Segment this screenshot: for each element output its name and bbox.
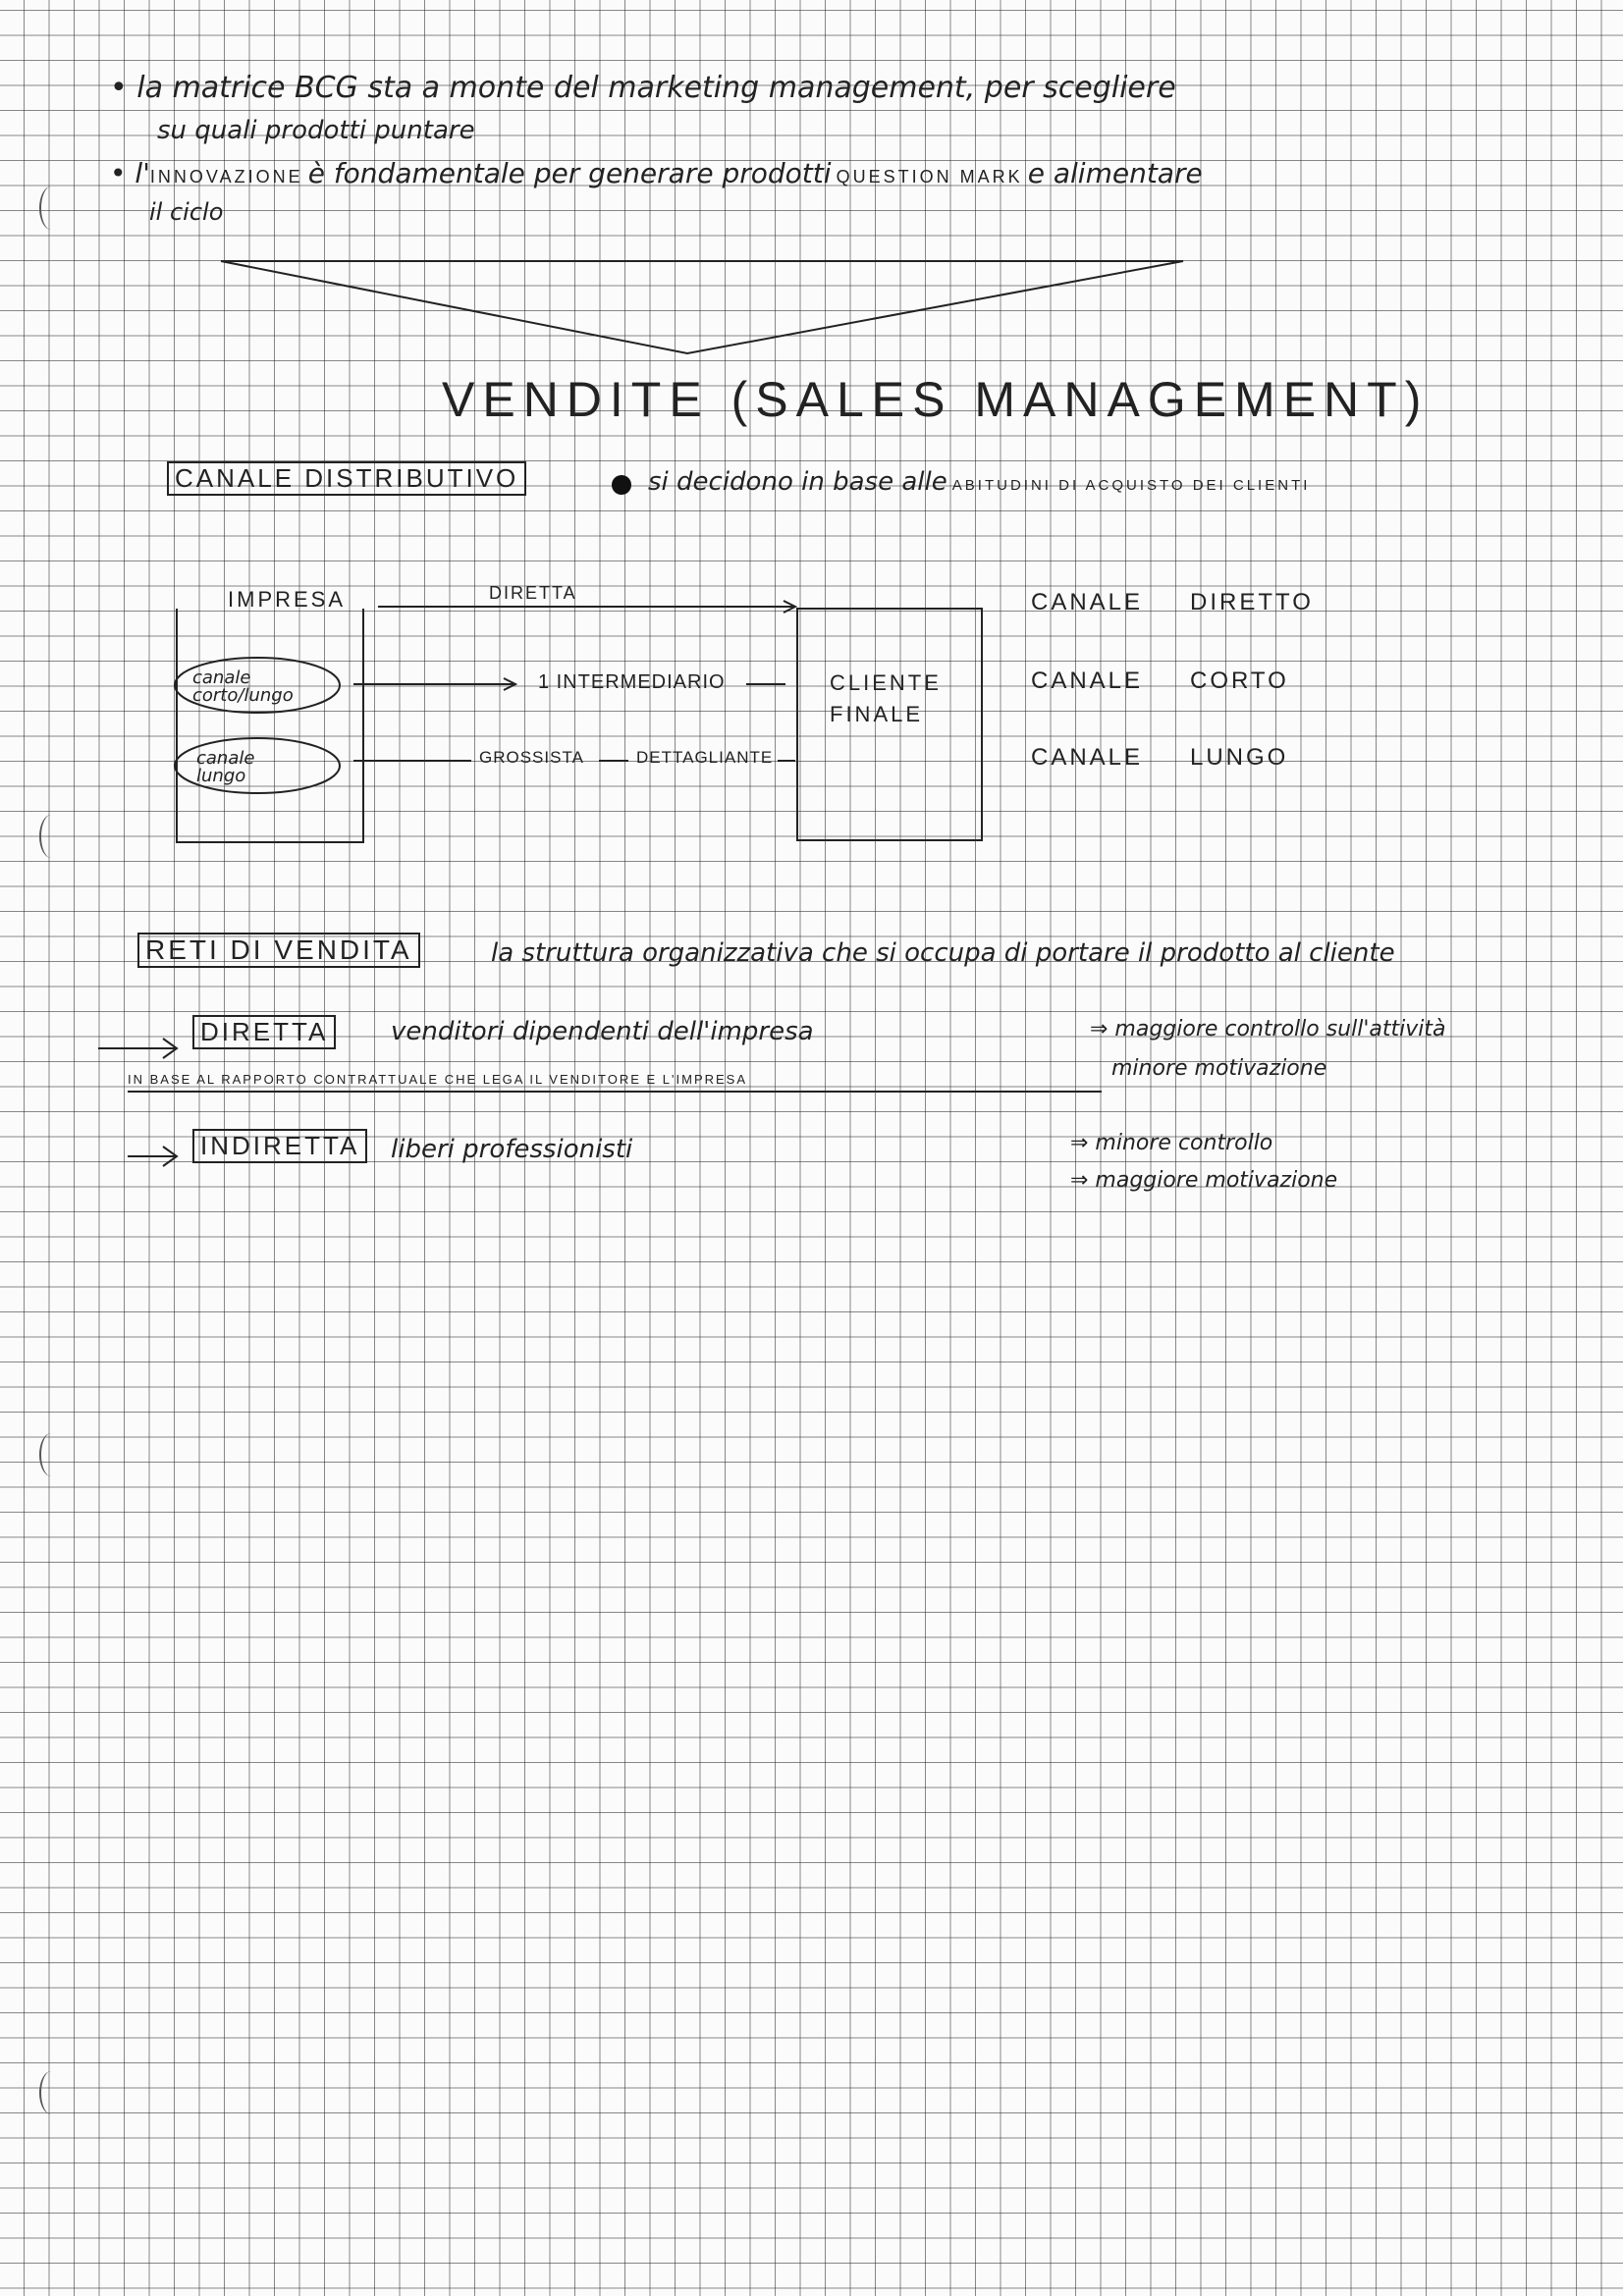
- impresa-label: IMPRESA: [228, 587, 347, 612]
- canale-corto-note: canale corto/lungo: [192, 667, 294, 706]
- reti-di-vendita-label: RETI DI VENDITA: [137, 933, 420, 968]
- indiretta-con: ⇒ maggiore motivazione: [1070, 1168, 1338, 1193]
- diretta-description: venditori dipendenti dell'impresa: [391, 1017, 814, 1046]
- bullet-dot-icon: [612, 475, 631, 495]
- note-line-2: • l'INNOVAZIONE è fondamentale per generare prodotti QUESTION MARK e alimentare: [110, 157, 1203, 189]
- canale-distributivo-label: CANALE DISTRIBUTIVO: [167, 461, 526, 496]
- note-line-1: • la matrice BCG sta a monte del marketing management, per scegliere: [110, 71, 1176, 105]
- cliente-finale-label: CLIENTE FINALE: [830, 670, 942, 726]
- reti-description: la struttura organizzativa che si occupa di portare il prodotto al cliente: [491, 938, 1395, 968]
- left-bracket: [177, 609, 363, 842]
- dettagliante-label: DETTAGLIANTE: [636, 748, 774, 767]
- channel-corto-canale: CANALE: [1031, 667, 1144, 694]
- diretta-route-label: DIRETTA: [489, 583, 577, 603]
- note-line-2b: il ciclo: [149, 198, 224, 226]
- channel-lungo-tipo: LUNGO: [1190, 744, 1289, 771]
- funnel-shape: [221, 261, 1183, 353]
- channel-lungo-canale: CANALE: [1031, 744, 1144, 771]
- diretta-label: DIRETTA: [192, 1015, 336, 1049]
- note-line-1b: su quali prodotti puntare: [157, 116, 475, 145]
- channel-corto-tipo: CORTO: [1190, 667, 1289, 694]
- indiretta-label: INDIRETTA: [192, 1129, 367, 1163]
- indiretta-description: liberi professionisti: [391, 1135, 633, 1164]
- canale-description: si decidono in base alle ABITUDINI DI ACQUISTO DEI CLIENTI: [648, 467, 1311, 497]
- indiretta-pro: ⇒ minore controllo: [1070, 1131, 1273, 1155]
- channel-diretto-tipo: DIRETTO: [1190, 589, 1314, 615]
- diretta-pro: ⇒ maggiore controllo sull'attività: [1090, 1017, 1446, 1041]
- grossista-label: GROSSISTA: [479, 748, 584, 767]
- channel-diretto-canale: CANALE: [1031, 589, 1144, 615]
- section-title: VENDITE (SALES MANAGEMENT): [442, 372, 1430, 427]
- canale-lungo-note: canale lungo: [196, 748, 255, 786]
- diretta-con: minore motivazione: [1111, 1056, 1327, 1081]
- intermediario-label: 1 INTERMEDIARIO: [538, 671, 726, 693]
- base-note: IN BASE AL RAPPORTO CONTRATTUALE CHE LEGA IL VENDITORE E L'IMPRESA: [128, 1072, 748, 1087]
